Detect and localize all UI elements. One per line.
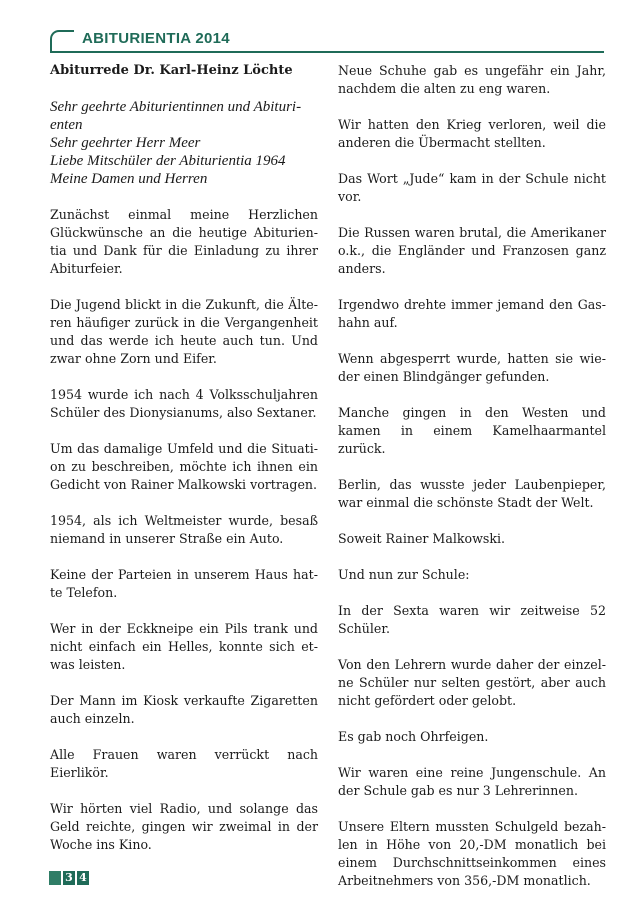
- paragraph: Um das damalige Umfeld und die Situati-on zu beschreiben, möchte ich ihnen ein Gedicht von Rainer Malkowski vortragen.: [50, 441, 318, 492]
- right-column: [338, 62, 606, 908]
- paragraph: Wir hörten viel Radio, und solange das Geld reichte, gingen wir zweimal in der Woche ins Kino.: [50, 801, 318, 852]
- paragraph: Und nun zur Schule:: [338, 567, 470, 582]
- header-rule: [50, 51, 604, 53]
- paragraph: Von den Lehrern wurde daher der einzel-ne Schüler nur selten gestört, aber auch nicht gefördert oder gelobt.: [338, 657, 606, 708]
- paragraph: Es gab noch Ohrfeigen.: [338, 729, 489, 744]
- paragraph: In der Sexta waren wir zeitweise 52 Schüler.: [338, 603, 606, 636]
- paragraph: Neue Schuhe gab es ungefähr ein Jahr, nachdem die alten zu eng waren.: [338, 63, 606, 96]
- paragraph: Wir hatten den Krieg verloren, weil die anderen die Übermacht stellten.: [338, 117, 606, 150]
- paragraph: Alle Frauen waren verrückt nach Eierlikör.: [50, 747, 318, 780]
- article-heading: Abiturrede Dr. Karl-Heinz Löchte: [50, 63, 293, 78]
- paragraph: Wenn abgesperrt wurde, hatten sie wie-der einen Blindgänger gefunden.: [338, 351, 606, 384]
- paragraph: Zunächst einmal meine Herzlichen Glückwünsche an die heutige Abiturien-tia und Dank für die Einladung zu ihrer Abiturfeier.: [50, 207, 318, 276]
- page-number-decoration: [49, 871, 61, 885]
- salutation-line: enten: [50, 117, 83, 133]
- paragraph: Wer in der Eckkneipe ein Pils trank und nicht einfach ein Helles, konnte sich et-was leisten.: [50, 621, 318, 672]
- paragraph: Das Wort „Jude“ kam in der Schule nicht vor.: [338, 171, 606, 204]
- header-bracket-decoration: [50, 30, 74, 53]
- paragraph: Irgendwo drehte immer jemand den Gas-hahn auf.: [338, 297, 606, 330]
- salutation-block: [50, 98, 318, 188]
- paragraph: Die Russen waren brutal, die Amerikaner o.k., die Engländer und Franzosen ganz anders.: [338, 225, 606, 276]
- page-number-digit: 4: [77, 871, 89, 885]
- publication-title: ABITURIENTIA 2014: [82, 30, 230, 47]
- paragraph: Manche gingen in den Westen und kamen in einem Kamelhaarmantel zurück.: [338, 405, 606, 456]
- page-header: [50, 30, 604, 52]
- paragraph: Berlin, das wusste jeder Laubenpieper, war einmal die schönste Stadt der Welt.: [338, 477, 606, 510]
- paragraph: Der Mann im Kiosk verkaufte Zigaretten auch einzeln.: [50, 693, 318, 726]
- paragraph: Die Jugend blickt in die Zukunft, die Älte-ren häufiger zurück in die Vergangenheit und das werde ich heute auch tun. Und zwar ohne Zorn und Eifer.: [50, 297, 318, 366]
- salutation-line: Liebe Mitschüler der Abiturientia 1964: [50, 153, 286, 169]
- paragraph: Soweit Rainer Malkowski.: [338, 531, 505, 546]
- salutation-line: Sehr geehrte Abiturientinnen und Abituri-: [50, 99, 302, 115]
- salutation-line: Meine Damen und Herren: [50, 171, 208, 187]
- paragraph: Unsere Eltern mussten Schulgeld bezah-len in Höhe von 20,-DM monatlich bei einem Durchschnittseinkommen eines Arbeitnehmers von 356,-DM monatlich.: [338, 819, 606, 888]
- paragraph: 1954, als ich Weltmeister wurde, besaß niemand in unserer Straße ein Auto.: [50, 513, 318, 546]
- paragraph: 1954 wurde ich nach 4 Volksschuljahren Schüler des Dionysianums, also Sextaner.: [50, 387, 318, 420]
- paragraph: Wir waren eine reine Jungenschule. An der Schule gab es nur 3 Lehrerinnen.: [338, 765, 606, 798]
- left-column: [50, 62, 318, 872]
- page-number-digit: 3: [63, 871, 75, 885]
- salutation-line: Sehr geehrter Herr Meer: [50, 135, 201, 151]
- page-number: [49, 871, 89, 885]
- paragraph: Keine der Parteien in unserem Haus hat-te Telefon.: [50, 567, 318, 600]
